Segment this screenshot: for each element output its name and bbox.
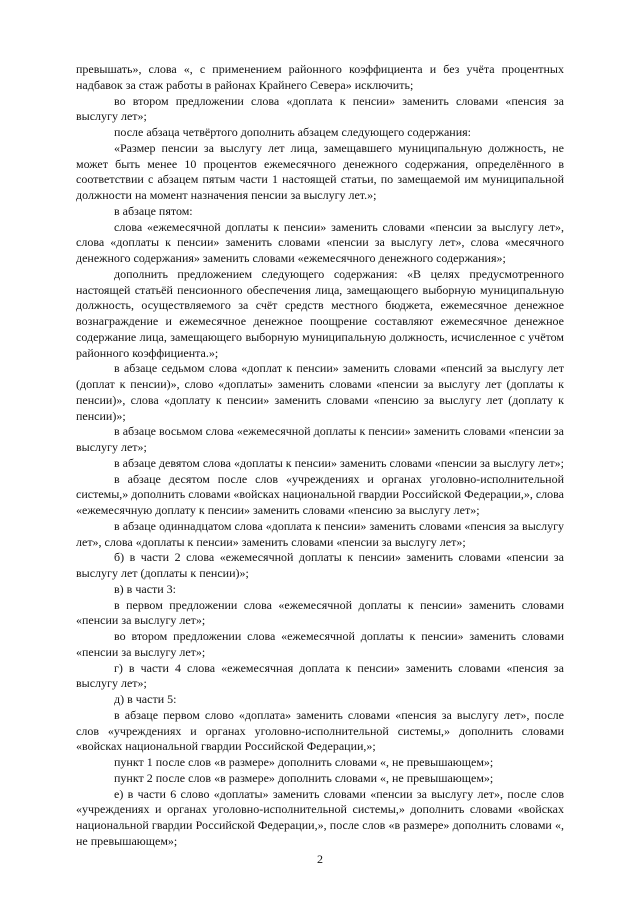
paragraph-20: пункт 1 после слов «в размере» дополнить словами «, не превышающем»;	[114, 755, 494, 769]
paragraph-16: во втором предложении слова «ежемесячной доплаты к пенсии» заменить словами «пенсии за выслугу лет»;	[76, 629, 564, 659]
paragraph-22: е) в части 6 слово «доплаты» заменить словами «пенсии за выслугу лет», после слов «учреждениях и органах уголовно-исполнительной системы,» дополнить словами «войсках национальной гвардии Российской Федерации,», после слов «в размере» дополнить словами «, не превышающем»;	[76, 786, 564, 848]
paragraph-18: д) в части 5:	[114, 692, 177, 706]
paragraph-9: в абзаце восьмом слова «ежемесячной доплаты к пенсии» заменить словами «пенсии за выслугу лет»;	[76, 424, 564, 454]
paragraph-13: б) в части 2 слова «ежемесячной доплаты к пенсии» заменить словами «пенсии за выслугу лет (доплаты к пенсии)»;	[76, 550, 564, 580]
page-number: 2	[317, 852, 323, 866]
paragraph-8: в абзаце седьмом слова «доплат к пенсии» заменить словами «пенсий за выслугу лет (доплат к пенсии)», слово «доплаты» заменить словами «пенсии за выслугу лет (доплаты к пенсии)», слова «доплату к пенсии» заменить словами «пенсию за выслугу лет (доплату к пенсии)»;	[76, 361, 564, 423]
paragraph-6: слова «ежемесячной доплаты к пенсии» заменить словами «пенсии за выслугу лет», слова «доплаты к пенсии» заменить словами «пенсии за выслугу лет», слова «месячного денежного содержания» заменить словами «ежемесячного денежного содержания»;	[76, 219, 564, 265]
paragraph-11: в абзаце десятом после слов «учреждениях и органах уголовно-исполнительной системы,» дополнить словами «войсках национальной гвардии Российской Федерации,», слова «ежемесячную доплату к пенсии» заменить словами «пенсию за выслугу лет»;	[76, 471, 564, 517]
paragraph-17: г) в части 4 слова «ежемесячная доплата к пенсии» заменить словами «пенсия за выслугу лет»;	[76, 660, 564, 691]
paragraph-1: превышать», слова «, с применением районного коэффициента и без учёта процентных надбавок за стаж работы в районах Крайнего Севера» исключить;	[76, 62, 564, 92]
paragraph-10: в абзаце девятом слова «доплаты к пенсии» заменить словами «пенсии за выслугу лет»;	[114, 455, 564, 470]
paragraph-15: в первом предложении слова «ежемесячной доплаты к пенсии» заменить словами «пенсии за выслугу лет»;	[76, 597, 564, 628]
document-body	[76, 62, 564, 850]
paragraph-3: после абзаца четвёртого дополнить абзацем следующего содержания:	[114, 125, 471, 139]
paragraph-19: в абзаце первом слово «доплата» заменить словами «пенсия за выслугу лет», после слов «учреждениях и органах уголовно-исполнительной системы,» дополнить словами «войсках национальной гвардии Российской Федерации,»;	[76, 707, 564, 754]
paragraph-14: в) в части 3:	[114, 581, 177, 596]
paragraph-12: в абзаце одиннадцатом слова «доплата к пенсии» заменить словами «пенсия за выслугу лет», слова «доплаты к пенсии» заменить словами «пенсии за выслугу лет»;	[76, 518, 564, 549]
paragraph-7: дополнить предложением следующего содержания: «В целях предусмотренного настоящей статьёй пенсионного обеспечения лица, замещающего выборную муниципальную должность, осуществляемого за счёт средств местного бюджета, ежемесячное денежное вознаграждение и ежемесячное денежное поощрение составляют ежемесячное денежное содержание лица, замещающего выборную муниципальную должность, исчисленное с учётом районного коэффициента.»;	[76, 266, 564, 360]
paragraph-5: в абзаце пятом:	[114, 203, 193, 218]
paragraph-4: «Размер пенсии за выслугу лет лица, замещавшего муниципальную должность, не может быть менее 10 процентов ежемесячного денежного содержания, определённого в соответствии с абзацем пятым части 1 настоящей статьи, по замещаемой им муниципальной должности на момент назначения пенсии за выслугу лет.»;	[76, 140, 564, 202]
paragraph-2: во втором предложении слова «доплата к пенсии» заменить словами «пенсия за выслугу лет»;	[76, 93, 564, 124]
paragraph-21: пункт 2 после слов «в размере» дополнить словами «, не превышающем»;	[114, 770, 494, 785]
